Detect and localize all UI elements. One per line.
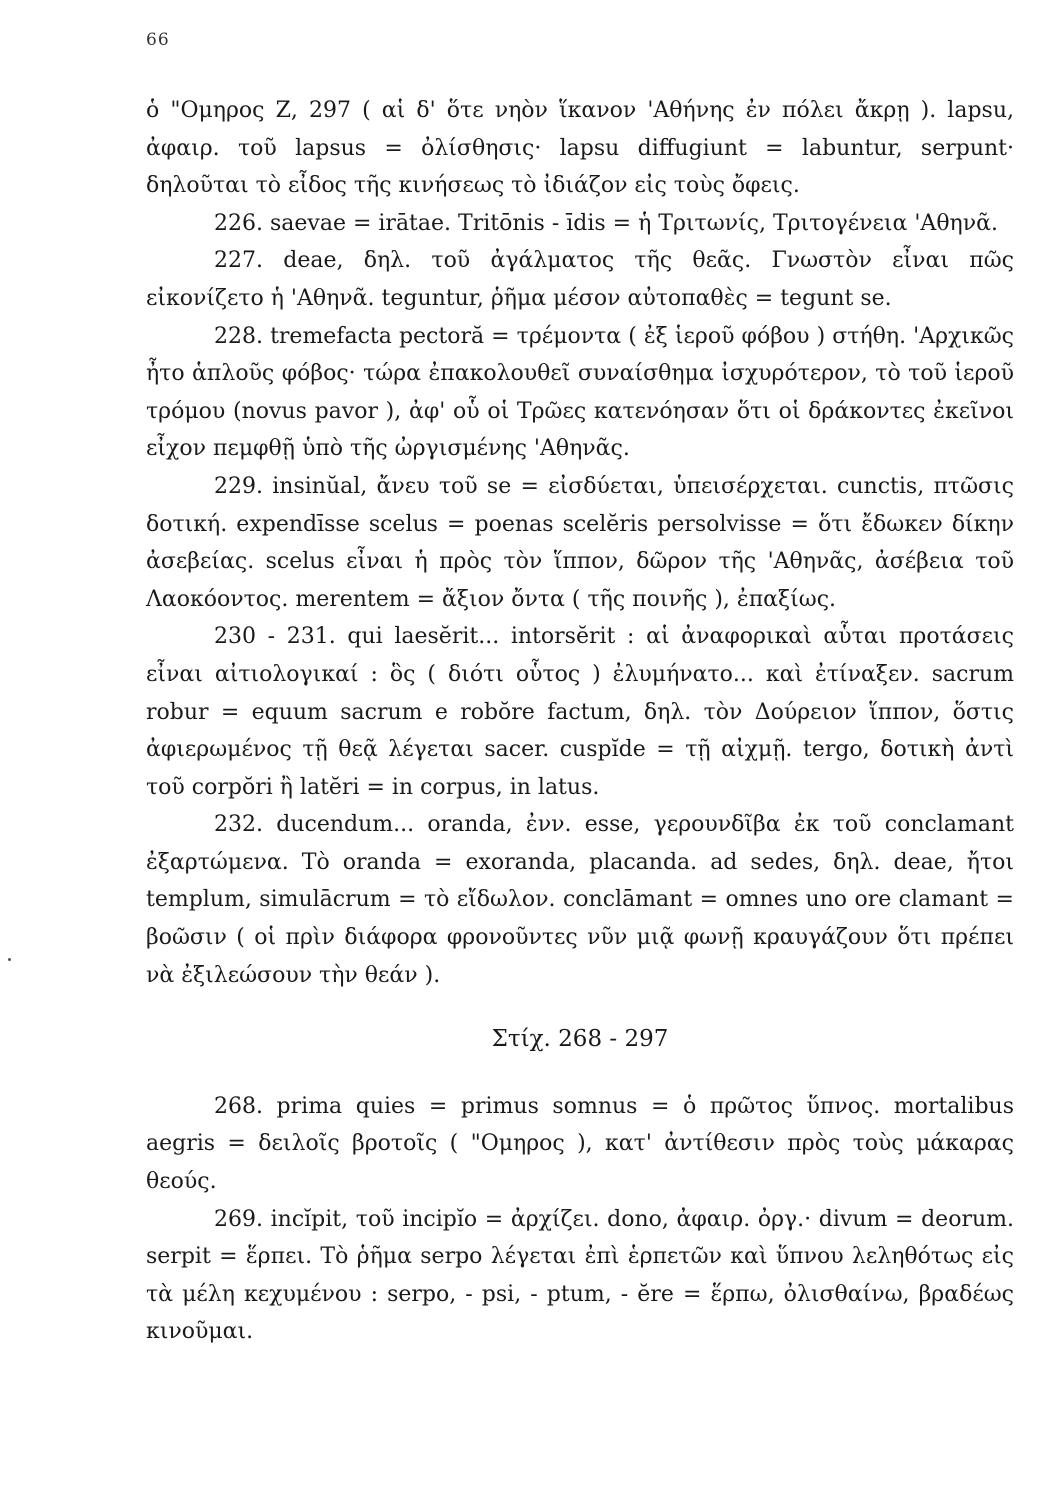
paragraph-229: 229. insinŭal, ἄνευ τοῦ se = εἰσδύεται, ὑπεισέρχεται. cunctis, πτῶσις δοτική. expendīsse scelus = poenas scelĕris persolvisse = ὅτι ἔδωκεν δίκην ἀσεβείας. scelus εἶναι ἡ πρὸς τὸν ἵππον, δῶρον τῆς 'Αθηνᾶς, ἀσέβεια τοῦ Λαοκόοντος. merentem = ἄξιον ὄντα ( τῆς ποινῆς ), ἐπαξίως. <box>146 473 1014 612</box>
paragraph-232: 232. ducendum... oranda, ἐνν. esse, γερουνδῖβα ἐκ τοῦ conclamant ἐξαρτώμενα. Τὸ oranda = exoranda, placanda. ad sedes, δηλ. deae, ἤτοι templum, simulācrum = τὸ εἴδωλον. conclāmant = omnes uno ore clamant = βοῶσιν ( οἱ πρὶν διάφορα φρονοῦντες νῦν μιᾷ φωνῇ κραυγάζουν ὅτι πρέπει νὰ ἐξιλεώσουν τὴν θεάν ). <box>146 812 1014 988</box>
paragraph-continuation: ὁ "Ομηρος Ζ, 297 ( αἱ δ' ὅτε νηὸν ἵκανον 'Αθήνης ἐν πόλει ἄκρῃ ). lapsu, ἀφαιρ. τοῦ lapsus = ὀλίσθησις· lapsu diffugiunt = labuntur, serpunt· δηλοῦται τὸ εἶδος τῆς κινήσεως τὸ ἰδιάζον εἰς τοὺς ὄφεις. <box>146 98 1014 199</box>
paragraph-226: 226. saevae = irātae. Tritōnis - īdis = ἡ Τριτωνίς, Τριτογένεια 'Αθηνᾶ. <box>214 210 998 236</box>
section-heading: Στίχ. 268 - 297 <box>491 1026 669 1053</box>
page-number: 66 <box>146 30 170 50</box>
paragraph-228: 228. tremefacta pectoră = τρέμοντα ( ἐξ ἱεροῦ φόβου ) στήθη. 'Αρχικῶς ἦτο ἁπλοῦς φόβος· τώρα ἐπακολουθεῖ συναίσθημα ἰσχυρότερον, τὸ τοῦ ἱεροῦ τρόμου (novus pavor ), ἀφ' οὗ οἱ Τρῶες κατενόησαν ὅτι οἱ δράκοντες ἐκεῖνοι εἶχον πεμφθῇ ὑπὸ τῆς ὠργισμένης 'Αθηνᾶς. <box>146 323 1014 462</box>
paragraph-269: 269. incĭpit, τοῦ incipĭo = ἀρχίζει. dono, ἀφαιρ. ὀργ.· divum = deorum. serpit = ἕρπει. Τὸ ῥῆμα serpo λέγεται ἐπὶ ἑρπετῶν καὶ ὕπνου λεληθότως εἰς τὰ μέλη κεχυμένου : serpo, - psi, - ptum, - ĕre = ἕρπω, ὀλισθαίνω, βραδέως κινοῦμαι. <box>146 1206 1014 1345</box>
commentary-body <box>146 92 1014 1351</box>
paragraph-227: 227. deae, δηλ. τοῦ ἀγάλματος τῆς θεᾶς. Γνωστὸν εἶναι πῶς εἰκονίζετο ἡ 'Αθηνᾶ. teguntur, ῥῆμα μέσον αὐτοπαθὲς = tegunt se. <box>146 248 1014 311</box>
margin-mark <box>8 958 11 961</box>
paragraph-268: 268. prima quies = primus somnus = ὁ πρῶτος ὕπνος. mortalibus aegris = δειλοῖς βροτοῖς ( "Ομηρος ), κατ' ἀντίθεσιν πρὸς τοὺς μάκαρας θεούς. <box>146 1093 1014 1195</box>
paragraph-230-231: 230 - 231. qui laesĕrit... intorsĕrit : αἱ ἀναφορικαὶ αὗται προτάσεις εἶναι αἰτιολογικαί : ὃς ( διότι οὗτος ) ἐλυμήνατο... καὶ ἐτίναξεν. sacrum robur = equum sacrum e robŏre factum, δηλ. τὸν Δούρειον ἵππον, ὅστις ἀφιερωμένος τῇ θεᾷ λέγεται sacer. cuspĭde = τῇ αἰχμῇ. tergo, δοτικὴ ἀντὶ τοῦ corpŏri ἢ latĕri = in corpus, in latus. <box>146 624 1014 800</box>
